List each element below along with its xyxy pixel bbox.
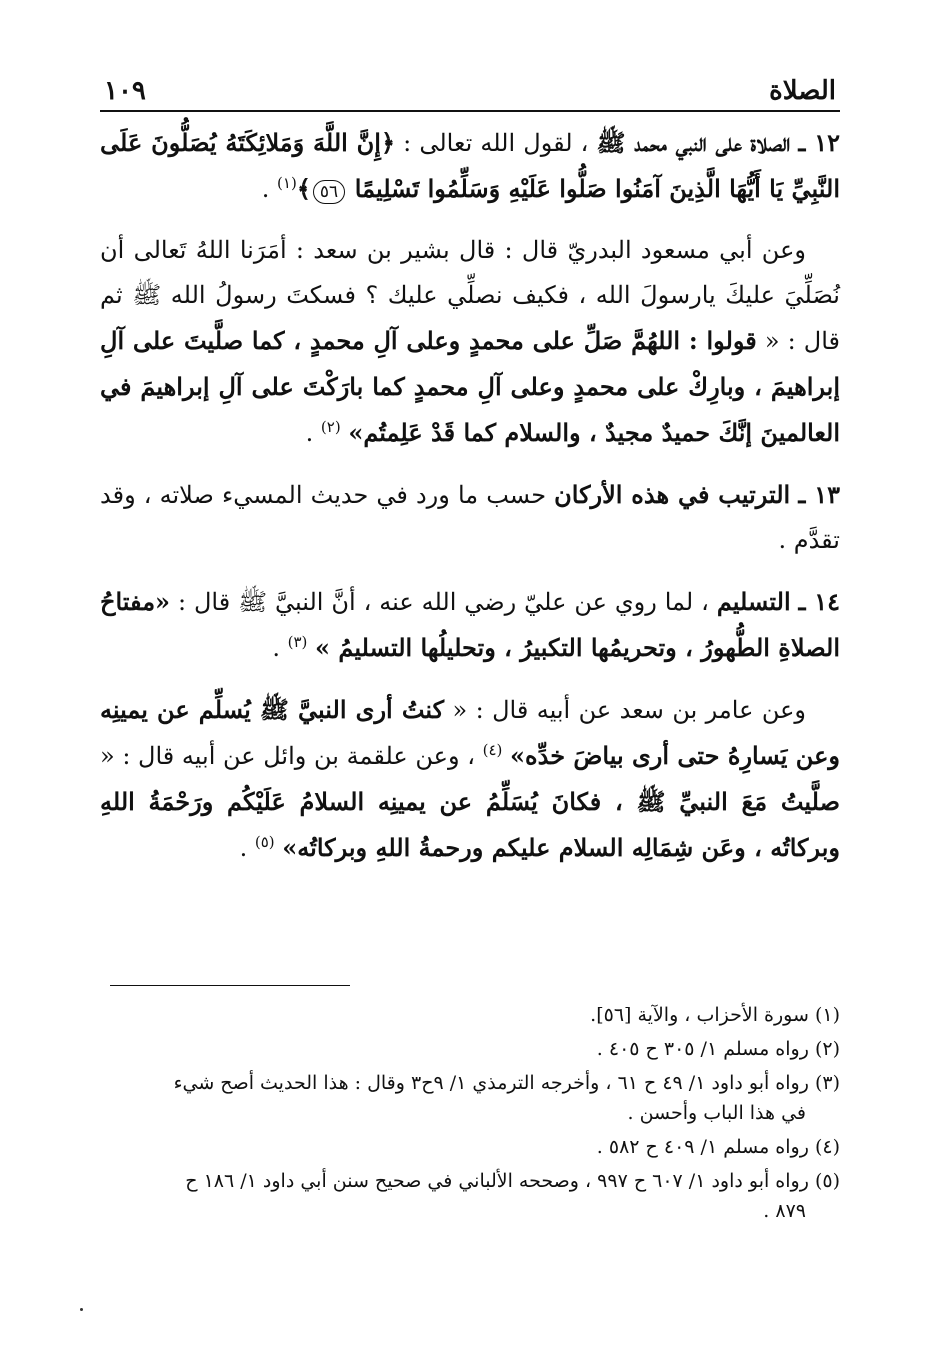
footnote-text: رواه أبو داود ١/ ٦٠٧ ح ٩٩٧ ، وصححه الألباني في صحيح سنن أبي داود ١/ ١٨٦ ح: [185, 1170, 809, 1192]
section-text: حسب ما ورد في حديث المسيء صلاته ، وقد تقدَّم .: [100, 481, 840, 554]
hadith-quote: صلَّيتُ مَعَ النبيِّ ﷺ ، فكانَ يُسَلِّمُ عن يمينِه السلامُ عَلَيْكُم ورَحْمَةُ اللهِ وبركاتُه ، وعَن شِمَالِه السلام عليكم ورحمةُ اللهِ وبركاتُه: [100, 787, 840, 862]
section-intro: ، لقول الله تعالى :: [403, 129, 589, 157]
hadith-paragraph: [100, 687, 840, 871]
footnote: [100, 1034, 840, 1064]
quote-close: »: [510, 741, 526, 770]
footnote-number: (٢): [814, 1038, 840, 1060]
page-number: ١٠٩: [104, 76, 146, 106]
section-number: ١٣ ـ: [798, 480, 840, 509]
section-text: ، لما روي عن عليّ رضي الله عنه ، أنَّ النبيَّ ﷺ قال :: [177, 588, 709, 616]
ayah-number-badge: ٥٦: [313, 180, 345, 204]
section-heading: الترتيب في هذه الأركان: [554, 480, 791, 509]
hadith-quote: كنتُ أرى النبيَّ ﷺ يُسلِّم عن يمينِه وعن يَسارِهُ حتى أرى بياضَ خدِّه: [100, 695, 840, 770]
hadith-quote: «مفتاحُ الصلاةِ الطُّهورُ ، وتحريمُها التكبيرُ ، وتحليلُها التسليمُ »: [100, 587, 840, 662]
footnote: [100, 1132, 840, 1162]
section-14: [100, 579, 840, 671]
footnote-text: رواه مسلم ١/ ٣٠٥ ح ٤٠٥ .: [596, 1038, 809, 1060]
footnote-ref: (٥): [254, 833, 275, 851]
hadith-narration: وعن أبي مسعود البدريّ قال : قال بشير بن سعد : أمَرَنا اللهُ تَعالى أن نُصَلِّيَ عليكَ يارسولَ الله ، فكيف نصلِّي عليك ؟ فسكتَ رسولُ الله ﷺ ثم قال : «: [100, 236, 840, 355]
footnote-ref: (٤): [482, 741, 503, 759]
hadith-quote: قولوا : اللهُمَّ صَلِّ على محمدٍ وعلى آلِ محمدٍ ، كما صلَّيتَ على آلِ إبراهيمَ ، وبارِكْ على محمدٍ وعلى آلِ محمدٍ كما بارَكْتَ على آلِ إبراهيمَ في العالمينَ إنَّكَ حميدٌ مجيدٌ ، والسلام كما قَدْ عَلِمتُم: [100, 326, 840, 447]
footnote: [100, 1000, 840, 1030]
footnote-divider: [110, 985, 350, 986]
quote-close: »: [348, 418, 364, 447]
ayah-close-bracket: ﴾: [296, 174, 311, 203]
footnote-number: (٤): [814, 1136, 840, 1158]
section-12: [100, 120, 840, 212]
section-heading: التسليم: [716, 587, 791, 616]
page: [100, 62, 840, 887]
scan-speck: [80, 1308, 83, 1311]
section-heading: الصلاة على النبي محمد ﷺ: [596, 128, 791, 157]
footnote-text: سورة الأحزاب ، والآية [٥٦].: [590, 1004, 809, 1026]
sentence-end: .: [261, 175, 270, 203]
section-number: ١٤ ـ: [798, 587, 840, 616]
sentence-end: .: [305, 419, 314, 447]
hadith-narration: ، وعن علقمة بن وائل عن أبيه قال : «: [100, 742, 475, 770]
footnotes: [100, 1000, 840, 1230]
footnote: [100, 1068, 840, 1098]
footnote-ref: (٢): [320, 418, 341, 436]
footnote-number: (٥): [814, 1170, 840, 1192]
footnote-ref: (١): [277, 174, 297, 192]
section-13: [100, 472, 840, 563]
footnote-number: (٣): [814, 1072, 840, 1094]
main-text: [100, 120, 840, 871]
footnote-continuation: في هذا الباب وأحسن .: [627, 1102, 806, 1124]
sentence-end: .: [239, 834, 248, 862]
hadith-paragraph: [100, 228, 840, 456]
footnote-text: رواه أبو داود ١/ ٤٩ ح ٦١ ، وأخرجه الترمذي ١/ ٩ح٣ وقال : هذا الحديث أصح شيء: [173, 1072, 809, 1094]
sentence-end: .: [272, 634, 280, 662]
section-number: ١٢ ـ: [798, 128, 840, 157]
chapter-title: الصلاة: [769, 76, 836, 106]
quote-close: »: [282, 833, 298, 862]
footnote-continuation: ٨٧٩ .: [763, 1200, 806, 1222]
footnote-number: (١): [814, 1004, 840, 1026]
ayah-open-bracket: ﴿: [380, 128, 396, 157]
footnote-text: رواه مسلم ١/ ٤٠٩ ح ٥٨٢ .: [596, 1136, 809, 1158]
running-header: [100, 62, 840, 112]
footnote-ref: (٣): [287, 633, 308, 651]
hadith-narration: وعن عامر بن سعد عن أبيه قال : «: [452, 696, 807, 724]
footnote: [100, 1166, 840, 1196]
quran-verse: إِنَّ اللَّهَ وَمَلائِكَتَهُ يُصَلُّونَ عَلَى النَّبِيِّ يَا أَيُّهَا الَّذِينَ آمَنُوا صَلُّوا عَلَيْهِ وَسَلِّمُوا تَسْلِيمًا: [100, 128, 840, 203]
